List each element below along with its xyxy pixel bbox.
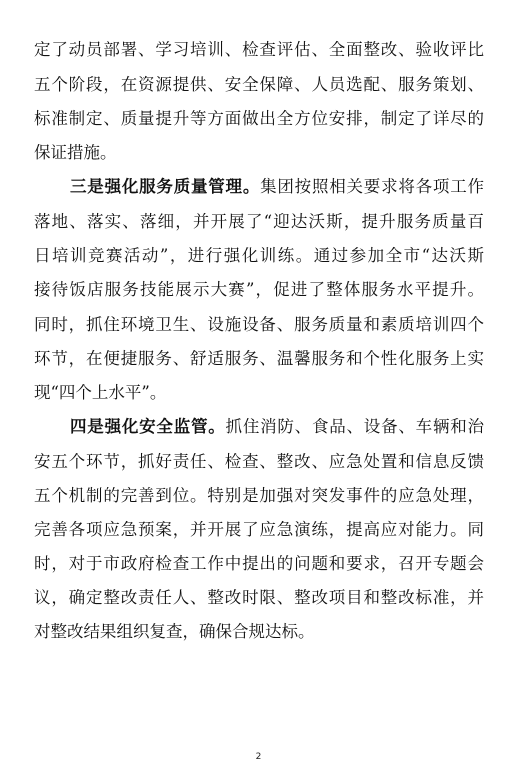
paragraph-3-line-7: 对整改结果组织复查，确保合规达标。	[34, 622, 315, 641]
paragraph-3-line-5: 时，对于市政府检查工作中提出的问题和要求，召开专题会	[34, 554, 484, 573]
page-number: 2	[255, 752, 262, 762]
paragraph-2-line-5: 同时，抓住环境卫生、设施设备、服务质量和素质培训四个	[34, 315, 484, 334]
paragraph-2-line-1	[70, 175, 484, 199]
paragraph-2-line-2: 落地、落实、落细，并开展了“迎达沃斯，提升服务质量百	[34, 212, 484, 231]
paragraph-2-line-6: 环节，在便捷服务、舒适服务、温馨服务和个性化服务上实	[34, 349, 484, 368]
paragraph-2-heading: 三是强化服务质量管理。	[70, 177, 261, 196]
paragraph-2-line-4: 接待饭店服务技能展示大赛”，促进了整体服务水平提升。	[34, 280, 484, 299]
paragraph-3-first-line-text: 抓住消防、食品、设备、车辆和治	[225, 417, 485, 436]
paragraph-3-line-6: 议，确定整改责任人、整改时限、整改项目和整改标准，并	[34, 588, 484, 607]
paragraph-1-line-3: 标准制定、质量提升等方面做出全方位安排，制定了详尽的	[34, 109, 484, 128]
paragraph-2-line-7: 现“四个上水平”。	[34, 383, 167, 402]
paragraph-1-line-2: 五个阶段，在资源提供、安全保障、人员选配、服务策划、	[34, 75, 484, 94]
paragraph-3-line-4: 完善各项应急预案，并开展了应急演练，提高应对能力。同	[34, 520, 484, 539]
paragraph-2-line-3: 日培训竞赛活动”，进行强化训练。通过参加全市“达沃斯	[34, 246, 484, 265]
paragraph-3-line-2: 安五个环节，抓好责任、检查、整改、应急处置和信息反馈	[34, 452, 484, 471]
paragraph-3-heading: 四是强化安全监管。	[70, 417, 226, 436]
paragraph-2-first-line-text: 集团按照相关要求将各项工作	[260, 177, 485, 196]
paragraph-1-line-1: 定了动员部署、学习培训、检查评估、全面整改、验收评比	[34, 40, 484, 59]
paragraph-3-line-3: 五个机制的完善到位。特别是加强对突发事件的应急处理，	[34, 486, 484, 505]
paragraph-1-line-4: 保证措施。	[34, 143, 117, 162]
paragraph-3-line-1	[70, 415, 484, 439]
